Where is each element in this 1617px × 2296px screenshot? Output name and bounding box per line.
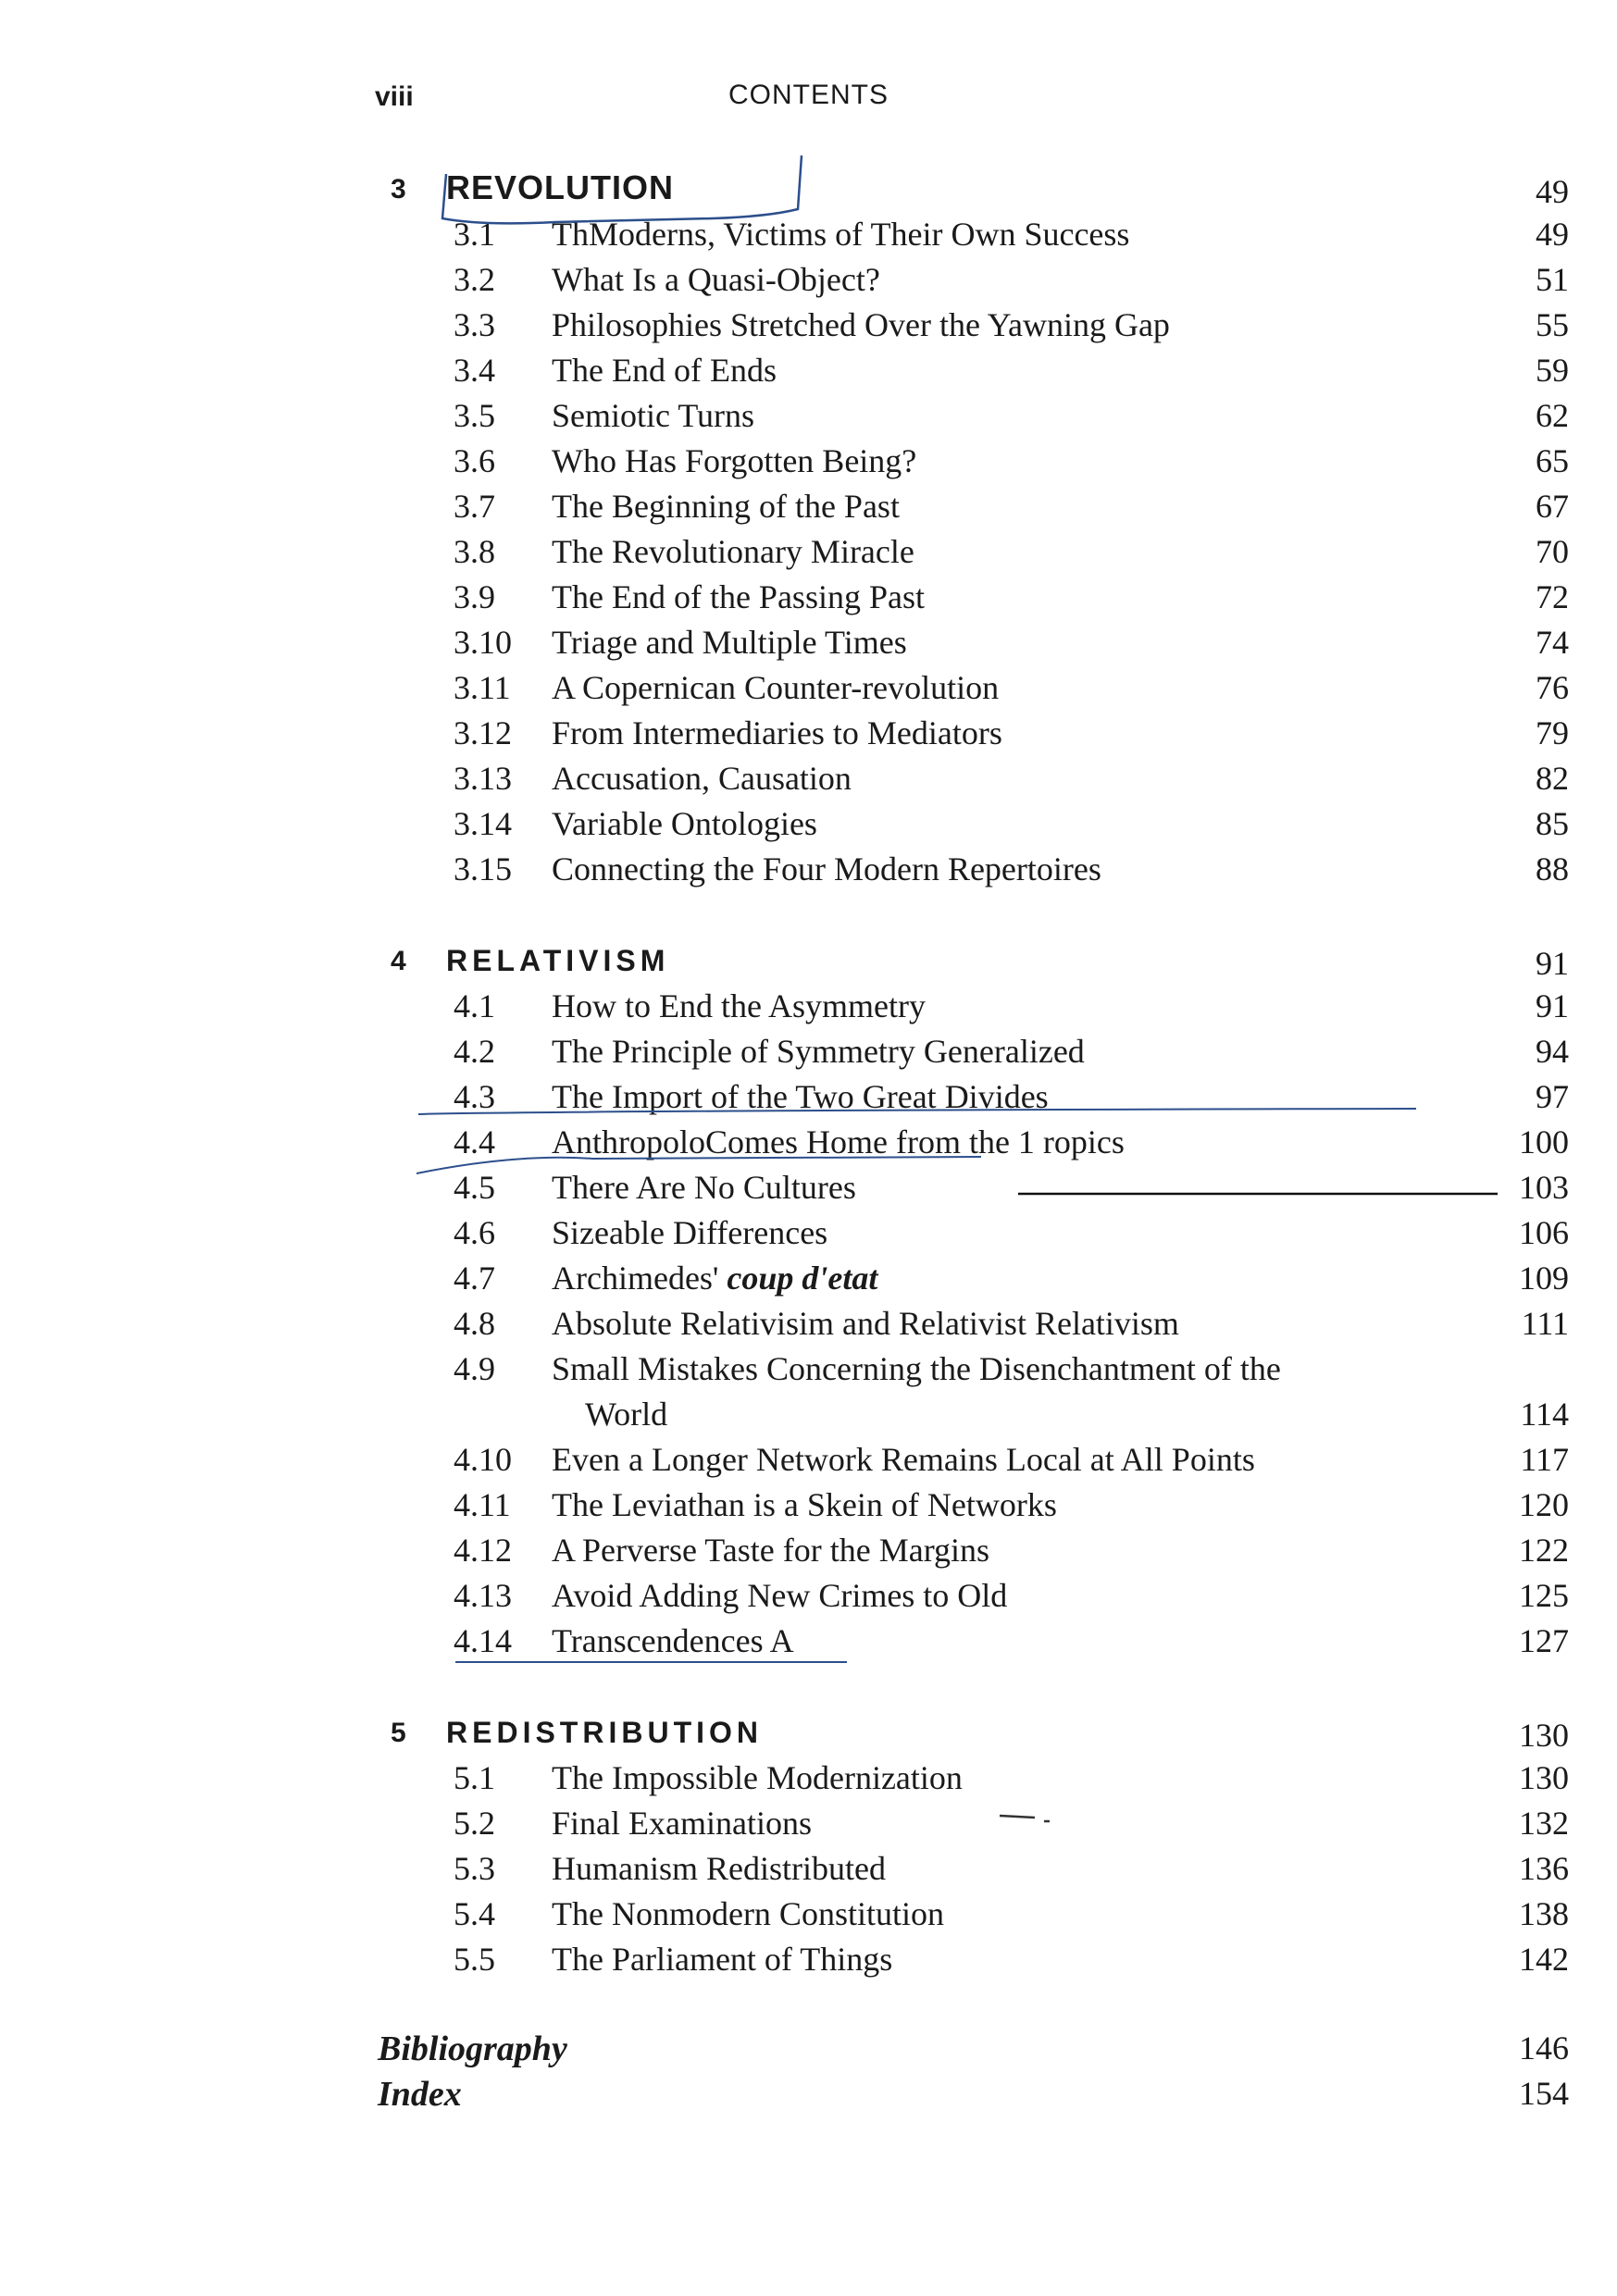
section-title: Avoid Adding New Crimes to Old [552,1577,1008,1614]
section-page: 103 [1519,1169,1569,1206]
section-number: 4.9 [454,1350,495,1387]
chapter-number: 5 [391,1718,406,1748]
toc-entry[interactable] [0,349,1617,393]
section-page: 55 [1536,306,1569,343]
section-number: 3.2 [454,261,495,298]
section-number: 3.7 [454,488,495,525]
section-page: 114 [1520,1396,1569,1433]
toc-entry[interactable] [0,1438,1617,1483]
toc-entry[interactable] [0,1075,1617,1120]
toc-entry[interactable] [0,1257,1617,1301]
chapter-title: REDISTRIBUTION [446,1716,763,1749]
section-title-emphasis: coup d'etat [727,1260,878,1297]
chapter-page: 91 [1536,945,1569,982]
section-title: There Are No Cultures [552,1169,856,1206]
section-title: The Impossible Modernization [552,1759,963,1796]
section-page: 88 [1536,850,1569,887]
section-number: 4.3 [454,1078,495,1115]
section-title: Who Has Forgotten Being? [552,442,917,479]
section-page: 76 [1536,669,1569,706]
page-number-roman: viii [375,81,414,112]
section-title [552,1259,877,1297]
section-page: 91 [1536,987,1569,1024]
toc-entry[interactable] [0,1302,1617,1347]
section-title-continuation: World [585,1396,668,1433]
section-number: 3.11 [454,669,511,706]
section-title: Accusation, Causation [552,760,852,797]
section-number: 4.14 [454,1622,512,1659]
toc-entry[interactable] [0,757,1617,801]
toc-entry[interactable] [0,1347,1617,1392]
section-number: 3.5 [454,397,495,434]
toc-entry[interactable] [0,1211,1617,1256]
toc-entry[interactable] [0,1847,1617,1892]
section-number: 4.4 [454,1123,495,1160]
toc-entry[interactable] [0,1483,1617,1528]
toc-entry[interactable] [0,848,1617,892]
chapter-heading[interactable] [0,1712,1617,1756]
toc-entry[interactable] [0,621,1617,665]
toc-entry-bibliography[interactable] [0,2027,1617,2071]
toc-entry[interactable] [0,1529,1617,1573]
section-title: The Import of the Two Great Divides [552,1078,1049,1115]
chapter-page: 130 [1519,1717,1569,1754]
section-number: 5.5 [454,1941,495,1978]
section-number: 3.8 [454,533,495,570]
section-page: 59 [1536,352,1569,389]
section-page: 70 [1536,533,1569,570]
toc-entry[interactable] [0,1166,1617,1210]
section-title: Absolute Relativisim and Relativist Relativism [552,1305,1179,1342]
chapter-heading[interactable] [0,940,1617,985]
section-number: 5.2 [454,1805,495,1842]
section-title: The End of Ends [552,352,777,389]
toc-entry[interactable] [0,1030,1617,1074]
section-title: Transcendences A [552,1622,794,1659]
chapter-number: 3 [391,174,406,205]
toc-entry[interactable] [0,576,1617,620]
endmatter-label: Index [378,2075,462,2114]
section-page: 132 [1519,1805,1569,1842]
toc-entry[interactable] [0,712,1617,756]
section-number: 3.3 [454,306,495,343]
section-title: Final Examinations [552,1805,812,1842]
section-title: Humanism Redistributed [552,1850,886,1887]
section-page: 127 [1519,1622,1569,1659]
section-number: 4.2 [454,1033,495,1070]
section-page: 100 [1519,1123,1569,1160]
section-title: How to End the Asymmetry [552,987,926,1024]
section-page: 51 [1536,261,1569,298]
section-number: 4.12 [454,1532,512,1569]
section-title: A Perverse Taste for the Margins [552,1532,990,1569]
section-page: 79 [1536,714,1569,751]
section-page: 65 [1536,442,1569,479]
running-title: CONTENTS [728,80,889,110]
section-title: The Leviathan is a Skein of Networks [552,1486,1057,1523]
toc-entry[interactable] [0,1938,1617,1982]
section-number: 4.8 [454,1305,495,1342]
section-title: The Nonmodern Constitution [552,1895,944,1932]
section-title: Small Mistakes Concerning the Disenchantment of the [552,1350,1281,1387]
section-title: Triage and Multiple Times [552,624,907,661]
section-title: A Copernican Counter-revolution [552,669,1000,706]
section-title: AnthropoloComes Home from the 1 ropics [552,1123,1125,1160]
section-page: 130 [1519,1759,1569,1796]
section-number: 4.11 [454,1486,511,1523]
section-page: 138 [1519,1895,1569,1932]
section-number: 3.9 [454,578,495,615]
section-page: 97 [1536,1078,1569,1115]
chapter-number: 4 [391,946,406,976]
section-page: 82 [1536,760,1569,797]
section-page: 67 [1536,488,1569,525]
toc-entry[interactable] [0,304,1617,348]
section-title: Variable Ontologies [552,805,817,842]
toc-entry[interactable] [0,485,1617,529]
toc-entry[interactable] [0,530,1617,575]
toc-entry[interactable] [0,1802,1617,1846]
toc-entry[interactable] [0,1893,1617,1937]
endmatter-page: 154 [1519,2075,1569,2112]
section-number: 3.12 [454,714,512,751]
section-title: The Principle of Symmetry Generalized [552,1033,1085,1070]
section-title: Philosophies Stretched Over the Yawning Gap [552,306,1170,343]
chapter-title: RELATIVISM [446,944,670,977]
section-page: 72 [1536,578,1569,615]
chapter-title: REVOLUTION [446,168,675,206]
section-number: 3.4 [454,352,495,389]
section-title-text: Archimedes' [552,1260,719,1297]
section-title: Semiotic Turns [552,397,755,434]
section-number: 3.14 [454,805,512,842]
section-number: 5.3 [454,1850,495,1887]
toc-entry[interactable] [0,1620,1617,1664]
chapter-heading[interactable] [0,168,1617,213]
section-number: 3.6 [454,442,495,479]
toc-entry-continuation[interactable] [0,1393,1617,1437]
toc-entry[interactable] [0,802,1617,847]
section-page: 109 [1519,1260,1569,1297]
section-title: What Is a Quasi-Object? [552,261,880,298]
section-title: Connecting the Four Modern Repertoires [552,850,1101,887]
section-number: 4.1 [454,987,495,1024]
toc-entry[interactable] [0,1756,1617,1801]
section-title: ThModerns, Victims of Their Own Success [552,216,1130,253]
section-title: Sizeable Differences [552,1214,828,1251]
section-number: 5.4 [454,1895,495,1932]
section-number: 4.5 [454,1169,495,1206]
section-title: The End of the Passing Past [552,578,925,615]
section-page: 94 [1536,1033,1569,1070]
section-title: The Parliament of Things [552,1941,893,1978]
section-title: The Beginning of the Past [552,488,900,525]
section-page: 111 [1521,1305,1569,1342]
section-number: 3.10 [454,624,512,661]
section-title: Even a Longer Network Remains Local at All Points [552,1441,1255,1478]
section-number: 4.10 [454,1441,512,1478]
section-page: 74 [1536,624,1569,661]
section-page: 85 [1536,805,1569,842]
chapter-page: 49 [1536,173,1569,210]
section-page: 125 [1519,1577,1569,1614]
section-page: 142 [1519,1941,1569,1978]
section-page: 136 [1519,1850,1569,1887]
toc-entry[interactable] [0,1574,1617,1619]
toc-entry[interactable] [0,394,1617,439]
section-page: 117 [1520,1441,1569,1478]
toc-entry[interactable] [0,258,1617,303]
toc-entry[interactable] [0,1121,1617,1165]
section-number: 3.15 [454,850,512,887]
section-title: The Revolutionary Miracle [552,533,914,570]
section-number: 3.13 [454,760,512,797]
section-number: 5.1 [454,1759,495,1796]
section-number: 4.6 [454,1214,495,1251]
toc-entry[interactable] [0,985,1617,1029]
section-page: 120 [1519,1486,1569,1523]
toc-entry[interactable] [0,440,1617,484]
toc-entry-index[interactable] [0,2072,1617,2116]
section-title: From Intermediaries to Mediators [552,714,1002,751]
endmatter-label: Bibliography [378,2029,567,2068]
endmatter-page: 146 [1519,2029,1569,2066]
section-page: 62 [1536,397,1569,434]
section-number: 3.1 [454,216,495,253]
toc-entry[interactable] [0,666,1617,711]
section-page: 49 [1536,216,1569,253]
toc-entry[interactable] [0,213,1617,257]
section-number: 4.7 [454,1260,495,1297]
section-page: 106 [1519,1214,1569,1251]
section-page: 122 [1519,1532,1569,1569]
section-number: 4.13 [454,1577,512,1614]
